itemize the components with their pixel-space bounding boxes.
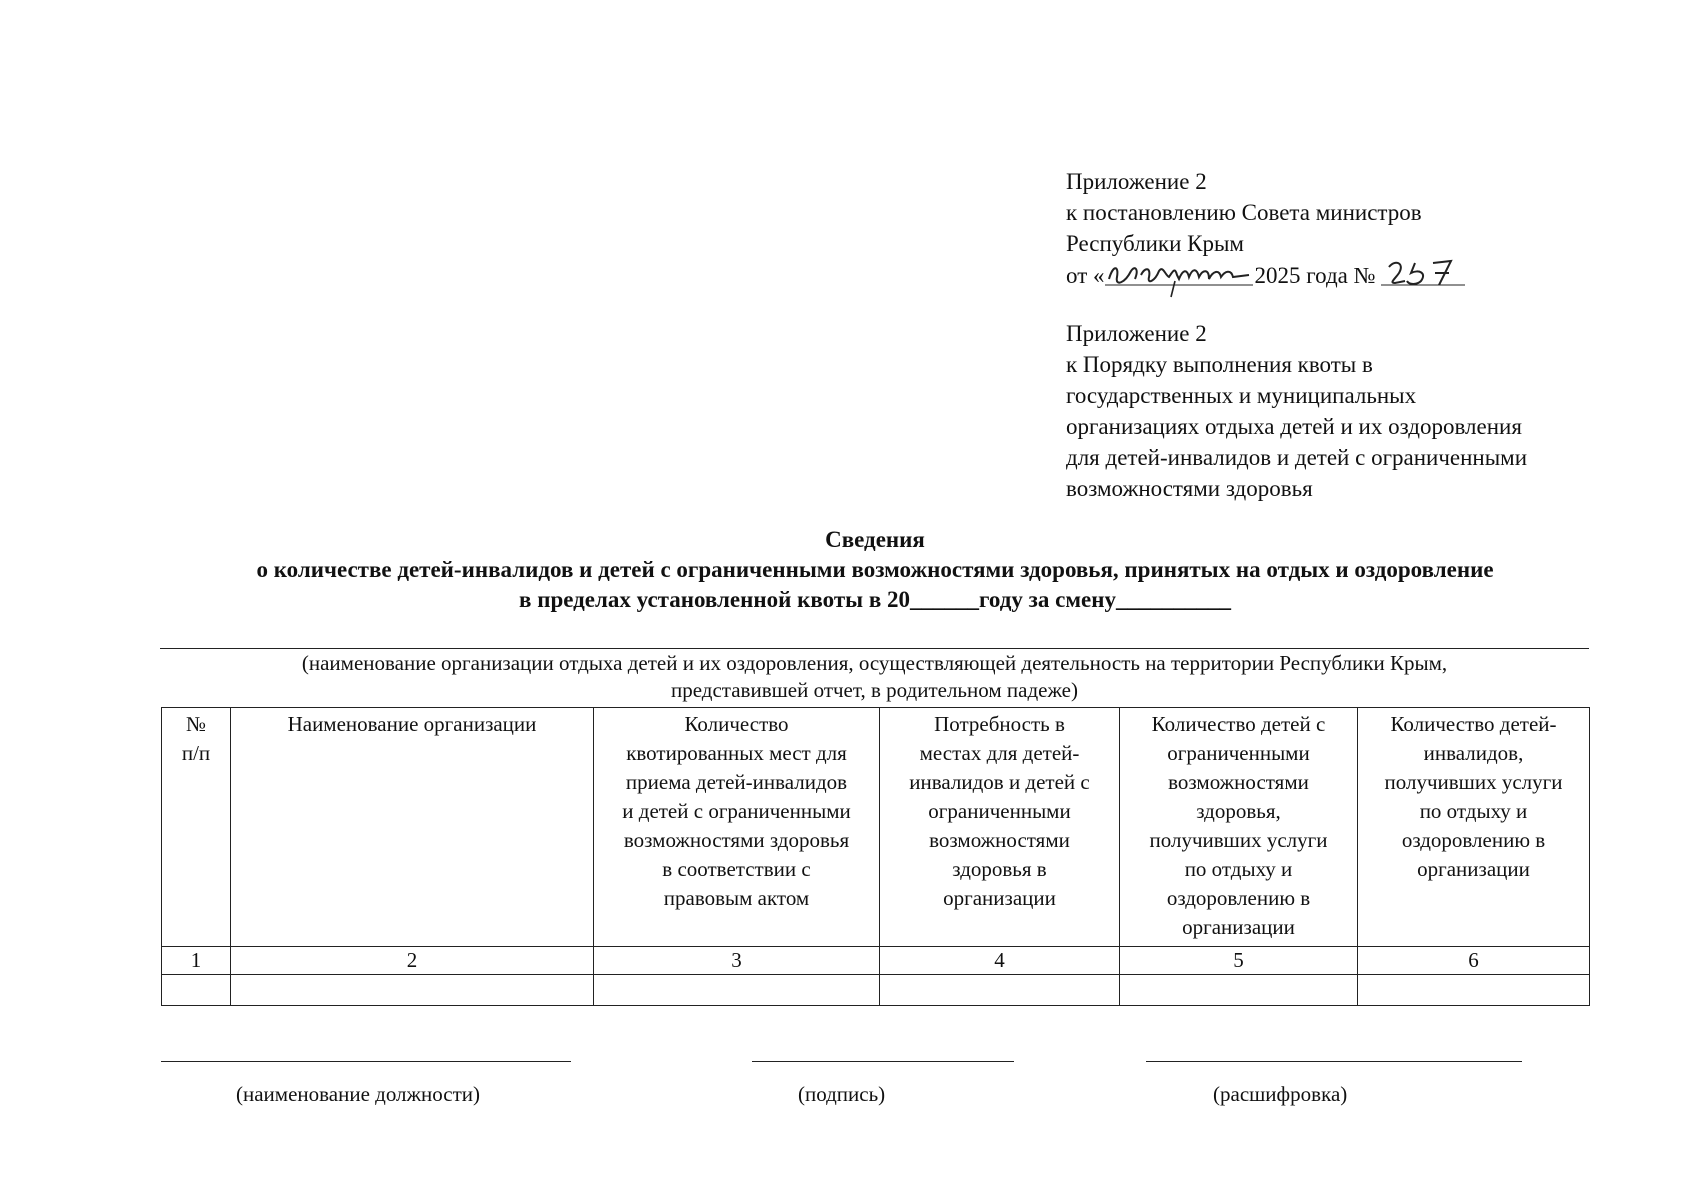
header-cell-children-hlim <box>1120 708 1358 947</box>
appendix-republic-line: Республики Крым <box>1066 231 1244 256</box>
header-line: здоровья, <box>1196 799 1281 823</box>
signature-caption: (подпись) <box>798 1082 886 1106</box>
position-signature-line <box>161 1061 571 1062</box>
table-cell[interactable] <box>1120 975 1358 1006</box>
header-line: организации <box>943 886 1056 910</box>
header-line: и детей с ограниченными <box>622 799 851 823</box>
header-line: Количество детей- <box>1390 712 1557 736</box>
header-line: Количество детей с <box>1151 712 1326 736</box>
title-heading: Сведения <box>825 527 925 552</box>
header-line: возможностями <box>1168 770 1309 794</box>
header-line: инвалидов, <box>1423 741 1524 765</box>
header-line: ограниченными <box>928 799 1071 823</box>
header-line: получивших услуги <box>1149 828 1328 852</box>
header-line: по отдыху и <box>1419 799 1528 823</box>
organization-name-line <box>160 648 1589 649</box>
org-caption-line: (наименование организации отдыха детей и их оздоровления, осуществляющей деятельность на территории Республики Крым, <box>301 651 1448 675</box>
appendix2-line: возможностями здоровья <box>1066 476 1313 501</box>
header-line: квотированных мест для <box>626 741 847 765</box>
column-number: 2 <box>231 947 594 975</box>
signature-line <box>752 1061 1014 1062</box>
table-column-number-row <box>162 947 1590 975</box>
title-period: в пределах установленной квоты в 20______году за смену__________ <box>519 587 1231 612</box>
header-line: № <box>185 712 207 736</box>
header-line: Потребность в <box>934 712 1065 736</box>
appendix-header-procedure <box>1066 318 1527 504</box>
header-cell-number <box>162 708 231 947</box>
appendix-header-decree <box>1066 166 1467 291</box>
report-table <box>161 707 1590 1006</box>
appendix2-line: к Порядку выполнения квоты в <box>1066 352 1373 377</box>
header-line: Количество <box>684 712 789 736</box>
header-line: приема детей-инвалидов <box>625 770 848 794</box>
table-cell[interactable] <box>231 975 594 1006</box>
decoding-caption: (расшифровка) <box>1213 1082 1348 1106</box>
table-header-row <box>162 708 1590 947</box>
header-line: Наименование организации <box>287 712 537 736</box>
header-line: местах для детей- <box>919 741 1080 765</box>
header-line: по отдыху и <box>1184 857 1293 881</box>
header-line: в соответствии с <box>662 857 811 881</box>
appendix-title: Приложение 2 <box>1066 169 1207 194</box>
header-cell-quota-places <box>594 708 880 947</box>
header-line: получивших услуги <box>1384 770 1563 794</box>
document-title <box>160 525 1590 615</box>
table-row <box>162 975 1590 1006</box>
appendix-date-line <box>1066 259 1467 291</box>
header-line: оздоровлению в <box>1401 828 1546 852</box>
header-line: возможностями здоровья <box>623 828 850 852</box>
handwritten-number-signature <box>1381 259 1467 289</box>
header-line: организации <box>1182 915 1295 939</box>
table-cell[interactable] <box>880 975 1120 1006</box>
column-number: 1 <box>162 947 231 975</box>
appendix2-line: Приложение 2 <box>1066 321 1207 346</box>
header-line: п/п <box>181 741 211 765</box>
column-number: 4 <box>880 947 1120 975</box>
date-year-number-label: 2025 года № <box>1254 263 1376 288</box>
header-line: организации <box>1417 857 1530 881</box>
table-cell[interactable] <box>594 975 880 1006</box>
decoding-signature-line <box>1146 1061 1522 1062</box>
organization-name-caption <box>160 650 1589 704</box>
org-caption-line: представившей отчет, в родительном падеже) <box>671 678 1078 702</box>
handwritten-date-signature <box>1105 259 1255 289</box>
header-line: ограниченными <box>1167 741 1310 765</box>
header-cell-children-disabled <box>1358 708 1590 947</box>
header-line: правовым актом <box>663 886 810 910</box>
table-cell[interactable] <box>162 975 231 1006</box>
header-line: оздоровлению в <box>1166 886 1311 910</box>
position-caption: (наименование должности) <box>236 1082 481 1106</box>
column-number: 6 <box>1358 947 1590 975</box>
appendix-decree-line: к постановлению Совета министров <box>1066 200 1422 225</box>
appendix2-line: организациях отдыха детей и их оздоровления <box>1066 414 1522 439</box>
header-line: здоровья в <box>952 857 1047 881</box>
appendix2-line: государственных и муниципальных <box>1066 383 1417 408</box>
header-cell-org-name <box>231 708 594 947</box>
appendix2-line: для детей-инвалидов и детей с ограниченными <box>1066 445 1528 470</box>
column-number: 3 <box>594 947 880 975</box>
header-line: возможностями <box>929 828 1070 852</box>
table-cell[interactable] <box>1358 975 1590 1006</box>
date-prefix: от « <box>1066 263 1105 288</box>
title-subject: о количестве детей-инвалидов и детей с ограниченными возможностями здоровья, принятых на отдых и оздоровление <box>256 557 1494 582</box>
column-number: 5 <box>1120 947 1358 975</box>
header-line: инвалидов и детей с <box>909 770 1090 794</box>
header-cell-need-places <box>880 708 1120 947</box>
